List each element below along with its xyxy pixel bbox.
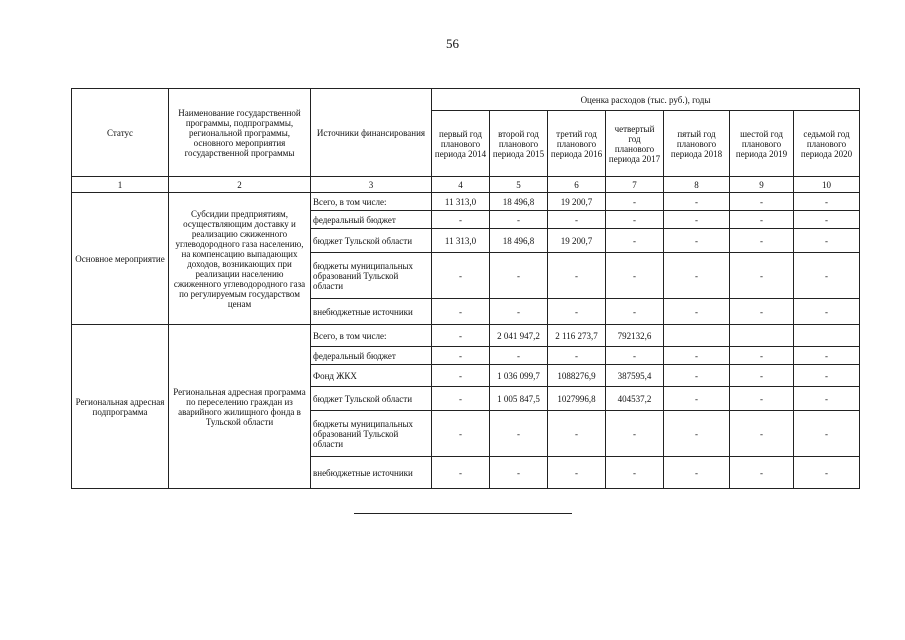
cell-value: 11 313,0 xyxy=(432,193,490,211)
column-number: 1 xyxy=(72,177,169,193)
header-year-6: шестой год планового периода 2019 xyxy=(730,111,794,177)
cell-value: 18 496,8 xyxy=(490,193,548,211)
cell-value: - xyxy=(432,365,490,387)
cell-value: 387595,4 xyxy=(606,365,664,387)
row-program-name: Региональная адресная программа по переселению граждан из аварийного жилищного фонда в Тульской области xyxy=(169,325,311,489)
cell-value: - xyxy=(794,253,860,299)
row-source: федеральный бюджет xyxy=(311,211,432,229)
cell-value: - xyxy=(664,365,730,387)
cell-value: - xyxy=(794,211,860,229)
cell-value: - xyxy=(730,193,794,211)
row-source: бюджет Тульской области xyxy=(311,387,432,411)
cell-value: - xyxy=(548,299,606,325)
page-number: 56 xyxy=(446,36,459,51)
cell-value: 19 200,7 xyxy=(548,193,606,211)
header-status: Статус xyxy=(72,89,169,177)
column-number: 10 xyxy=(794,177,860,193)
cell-value: - xyxy=(548,457,606,489)
cell-value: - xyxy=(730,253,794,299)
separator-line xyxy=(354,513,572,514)
table-row xyxy=(72,325,860,347)
cell-value xyxy=(794,325,860,347)
cell-value: 792132,6 xyxy=(606,325,664,347)
cell-value: 1 005 847,5 xyxy=(490,387,548,411)
cell-value xyxy=(664,325,730,347)
column-number: 6 xyxy=(548,177,606,193)
row-source: Всего, в том числе: xyxy=(311,325,432,347)
column-number: 7 xyxy=(606,177,664,193)
row-source: бюджеты муниципальных образований Тульской области xyxy=(311,253,432,299)
cell-value: 1027996,8 xyxy=(548,387,606,411)
cell-value: - xyxy=(794,365,860,387)
cell-value: - xyxy=(432,387,490,411)
header-year-4: четвертый год планового периода 2017 xyxy=(606,111,664,177)
cell-value: - xyxy=(794,347,860,365)
cell-value: - xyxy=(664,457,730,489)
row-source: бюджет Тульской области xyxy=(311,229,432,253)
cell-value: - xyxy=(730,211,794,229)
column-number: 3 xyxy=(311,177,432,193)
header-year-7: седьмой год планового периода 2020 xyxy=(794,111,860,177)
cell-value: - xyxy=(606,229,664,253)
cell-value: - xyxy=(606,253,664,299)
cell-value: 11 313,0 xyxy=(432,229,490,253)
column-number: 4 xyxy=(432,177,490,193)
cell-value: - xyxy=(490,457,548,489)
header-year-1: первый год планового периода 2014 xyxy=(432,111,490,177)
cell-value: 1088276,9 xyxy=(548,365,606,387)
cell-value: - xyxy=(606,193,664,211)
column-number: 5 xyxy=(490,177,548,193)
cell-value: - xyxy=(794,193,860,211)
row-status: Основное мероприятие xyxy=(72,193,169,325)
cell-value: - xyxy=(730,411,794,457)
cell-value: - xyxy=(432,299,490,325)
cell-value: - xyxy=(664,253,730,299)
cell-value: - xyxy=(490,253,548,299)
cell-value: - xyxy=(432,325,490,347)
header-name: Наименование государственной программы, подпрограммы, региональной программы, основного мероприятия государственной программы xyxy=(169,89,311,177)
cell-value: - xyxy=(490,299,548,325)
cell-value: - xyxy=(606,211,664,229)
cell-value: - xyxy=(606,457,664,489)
cell-value: 19 200,7 xyxy=(548,229,606,253)
row-source: федеральный бюджет xyxy=(311,347,432,365)
cell-value: - xyxy=(794,299,860,325)
cell-value: - xyxy=(664,299,730,325)
cell-value: 404537,2 xyxy=(606,387,664,411)
cell-value: - xyxy=(794,411,860,457)
cell-value xyxy=(730,325,794,347)
header-estimate: Оценка расходов (тыс. руб.), годы xyxy=(432,89,860,111)
cell-value: - xyxy=(730,229,794,253)
row-source: внебюджетные источники xyxy=(311,299,432,325)
table-row xyxy=(72,193,860,211)
row-source: бюджеты муниципальных образований Тульской области xyxy=(311,411,432,457)
cell-value: - xyxy=(730,347,794,365)
row-program-name: Субсидии предприятиям, осуществляющим доставку и реализацию сжиженного углеводородного газа населению, на компенсацию выпадающих доходов, возникающих при реализации населению сжиженного углеводородного газа по регулируемым государством ценам xyxy=(169,193,311,325)
header-year-5: пятый год планового периода 2018 xyxy=(664,111,730,177)
cell-value: - xyxy=(606,299,664,325)
cell-value: - xyxy=(548,211,606,229)
row-source: Фонд ЖКХ xyxy=(311,365,432,387)
row-source: внебюджетные источники xyxy=(311,457,432,489)
cell-value: - xyxy=(794,229,860,253)
cell-value: 2 041 947,2 xyxy=(490,325,548,347)
cell-value: - xyxy=(794,387,860,411)
cell-value: - xyxy=(490,411,548,457)
cell-value: - xyxy=(730,365,794,387)
cell-value: 18 496,8 xyxy=(490,229,548,253)
cell-value: - xyxy=(664,347,730,365)
column-number: 2 xyxy=(169,177,311,193)
budget-table xyxy=(71,88,860,489)
row-status: Региональная адресная подпрограмма xyxy=(72,325,169,489)
cell-value: - xyxy=(548,347,606,365)
cell-value: - xyxy=(432,211,490,229)
header-year-2: второй год планового периода 2015 xyxy=(490,111,548,177)
cell-value: - xyxy=(432,457,490,489)
cell-value: 2 116 273,7 xyxy=(548,325,606,347)
header-sources: Источники финансирования xyxy=(311,89,432,177)
cell-value: - xyxy=(730,457,794,489)
cell-value: - xyxy=(794,457,860,489)
cell-value: - xyxy=(664,211,730,229)
cell-value: - xyxy=(432,411,490,457)
cell-value: - xyxy=(730,387,794,411)
cell-value: - xyxy=(490,211,548,229)
cell-value: - xyxy=(606,347,664,365)
cell-value: - xyxy=(548,411,606,457)
cell-value: - xyxy=(432,347,490,365)
cell-value: - xyxy=(664,229,730,253)
column-number: 9 xyxy=(730,177,794,193)
column-number-row xyxy=(72,177,860,193)
cell-value: - xyxy=(548,253,606,299)
header-year-3: третий год планового периода 2016 xyxy=(548,111,606,177)
cell-value: - xyxy=(664,387,730,411)
cell-value: - xyxy=(664,411,730,457)
cell-value: - xyxy=(606,411,664,457)
row-source: Всего, в том числе: xyxy=(311,193,432,211)
column-number: 8 xyxy=(664,177,730,193)
cell-value: - xyxy=(730,299,794,325)
cell-value: - xyxy=(490,347,548,365)
cell-value: 1 036 099,7 xyxy=(490,365,548,387)
cell-value: - xyxy=(664,193,730,211)
cell-value: - xyxy=(432,253,490,299)
